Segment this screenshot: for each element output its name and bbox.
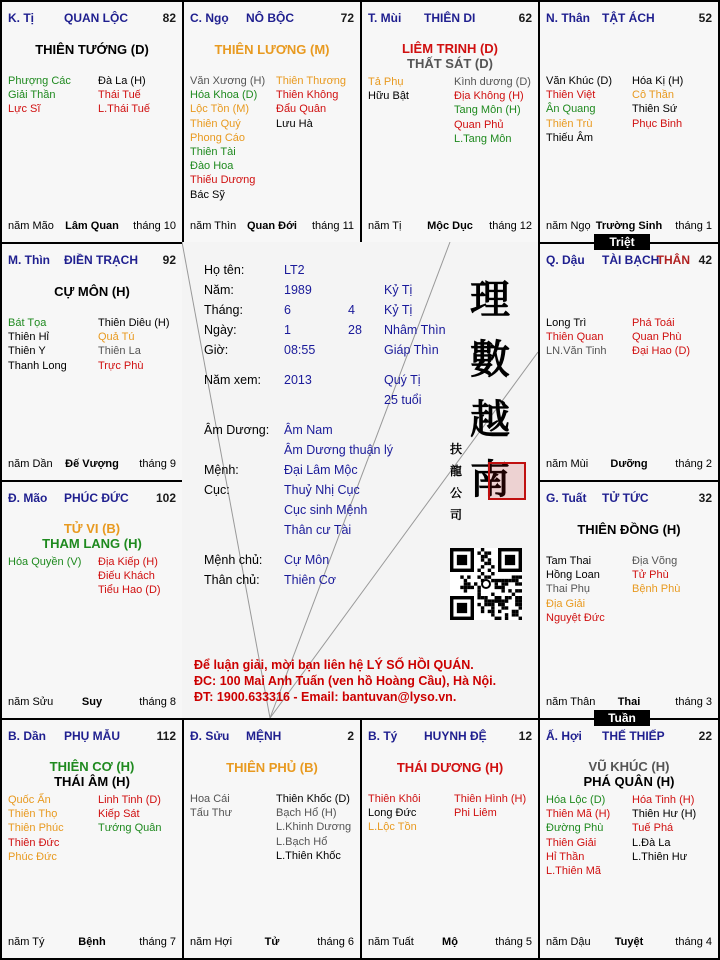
minor-stars-left <box>546 554 605 625</box>
minor-star: Bác Sỹ <box>190 188 225 201</box>
palace-branch: C. Ngọ <box>190 11 229 25</box>
palace-name: NÔ BỘC <box>246 11 294 25</box>
hour-label: Giờ: <box>204 343 229 357</box>
palace-stage: Trường Sinh <box>595 220 663 232</box>
minor-star: Thiên Thương <box>276 75 347 87</box>
than-chu-value: Thiên Cơ <box>284 573 336 587</box>
minor-star: Thiên Diêu (H) <box>98 317 170 329</box>
triet-marker: Triệt <box>594 234 650 250</box>
palace-branch: M. Thìn <box>8 253 50 267</box>
palace-branch: N. Thân <box>546 11 590 25</box>
palace-header <box>8 491 176 507</box>
palace-month: tháng 4 <box>675 936 712 948</box>
minor-star: Phục Binh <box>632 117 683 130</box>
palace-name: MỆNH <box>246 729 282 743</box>
menh-label: Mệnh: <box>204 463 239 477</box>
minor-star: Kình dương (D) <box>454 76 531 88</box>
hour-canchi: Giáp Thìn <box>384 343 439 357</box>
palace-month: tháng 7 <box>139 936 176 948</box>
palace-branch: T. Mùi <box>368 11 402 25</box>
contact-line-1: Để luận giải, mời bạn liên hệ LÝ SỐ HỒI QUÁN. <box>194 658 474 672</box>
palace-month: tháng 6 <box>317 936 354 948</box>
minor-stars-right <box>98 316 170 373</box>
palace-tuat <box>538 480 720 720</box>
palace-footer <box>546 458 712 472</box>
minor-stars-left <box>190 74 265 202</box>
palace-stage: Mộc Dục <box>427 220 473 232</box>
minor-star: L.Thiên Mã <box>546 864 602 877</box>
minor-star: Ân Quang <box>546 103 596 116</box>
major-star: THIÊN ĐỒNG (H) <box>577 522 681 537</box>
contact-line-3: ĐT: 1900.633316 - Email: bantuvan@lyso.vn. <box>194 690 457 704</box>
view-year-label: Năm xem: <box>204 373 261 387</box>
major-star: THAM LANG (H) <box>42 536 142 551</box>
palace-year: năm Thân <box>546 696 596 708</box>
palace-stage: Mộ <box>442 936 458 948</box>
minor-star: Địa Giải <box>546 597 586 610</box>
palace-thin <box>0 242 184 482</box>
minor-star: Tam Thai <box>546 555 592 567</box>
minor-star: Thiên Không <box>276 89 339 102</box>
month-lunar: 4 <box>348 303 355 317</box>
minor-star: L.Thiên Hư <box>632 850 688 863</box>
palace-year: năm Dần <box>8 458 53 470</box>
logo-char-4: 南 <box>470 456 510 503</box>
palace-month: tháng 12 <box>489 220 532 232</box>
minor-stars-right <box>98 74 150 117</box>
menh-chu-label: Mệnh chủ: <box>204 553 263 567</box>
major-star: LIÊM TRINH (D) <box>401 41 499 56</box>
palace-ty <box>0 0 184 244</box>
palace-stage: Thai <box>617 696 641 708</box>
minor-stars-left <box>368 75 409 103</box>
minor-stars-right <box>454 792 526 820</box>
minor-star: Thiên Việt <box>546 89 596 102</box>
palace-header <box>8 729 176 745</box>
palace-number: 52 <box>698 11 712 25</box>
minor-star: Đà La (H) <box>98 75 146 87</box>
seal-side-text: 扶 龍 公 司 <box>450 442 463 522</box>
palace-branch: Đ. Sửu <box>190 729 230 743</box>
minor-star: Thiên Quý <box>190 117 241 130</box>
minor-star: Tướng Quân <box>98 822 162 835</box>
minor-stars-right <box>632 793 696 864</box>
palace-number: 32 <box>698 491 712 505</box>
palace-stage: Tử <box>264 936 280 948</box>
major-star: THẤT SÁT (D) <box>407 56 493 71</box>
palace-number: 82 <box>162 11 176 25</box>
minor-star: Long Trì <box>546 317 587 329</box>
minor-star: Thái Tuế <box>98 89 141 102</box>
major-star: THIÊN CƠ (H) <box>49 759 135 774</box>
minor-star: Lộc Tồn (M) <box>190 103 250 116</box>
minor-star: Điếu Khách <box>98 570 155 583</box>
palace-name: TẬT ÁCH <box>602 11 655 25</box>
minor-stars-right <box>276 792 351 863</box>
minor-star: Văn Khúc (D) <box>546 75 613 87</box>
major-star: PHÁ QUÂN (H) <box>583 774 675 789</box>
minor-star: Tấu Thư <box>190 807 233 820</box>
palace-number: 22 <box>698 729 712 743</box>
minor-star: Kiếp Sát <box>98 808 140 821</box>
palace-year: năm Hợi <box>190 936 233 948</box>
palace-stage: Tuyệt <box>614 936 644 948</box>
palace-footer <box>368 936 532 950</box>
logo-char-2: 數 <box>470 336 510 383</box>
minor-star: L.Bạch Hổ <box>276 835 328 848</box>
name-label: Họ tên: <box>204 263 245 277</box>
palace-footer <box>546 936 712 950</box>
minor-star: Bát Tọa <box>8 317 47 329</box>
minor-star: Tuế Phá <box>632 822 674 835</box>
day-label: Ngày: <box>204 323 237 337</box>
major-star: TỬ VI (B) <box>63 521 121 536</box>
palace-number: 2 <box>347 729 354 743</box>
age: 25 tuổi <box>384 393 422 407</box>
palace-name: ĐIỀN TRẠCH <box>64 253 138 267</box>
palace-hoi <box>538 718 720 960</box>
palace-year: năm Tý <box>8 936 45 948</box>
minor-stars-right <box>632 316 690 359</box>
amduong-note: Âm Dương thuận lý <box>284 443 393 457</box>
palace-footer <box>8 220 176 234</box>
palace-year: năm Mùi <box>546 458 589 470</box>
palace-month: tháng 10 <box>133 220 176 232</box>
menh-chu-value: Cự Môn <box>284 553 330 567</box>
palace-month: tháng 11 <box>311 220 354 232</box>
amduong-label: Âm Dương: <box>204 423 270 437</box>
minor-star: Thai Phụ <box>546 583 591 596</box>
palace-stage: Dưỡng <box>610 458 648 470</box>
minor-star: Hữu Bật <box>368 90 409 103</box>
minor-star: Thiên Hỉ <box>8 331 49 344</box>
minor-star: Linh Tinh (D) <box>98 794 161 806</box>
palace-branch: B. Dần <box>8 729 47 743</box>
palace-number: 112 <box>156 729 176 743</box>
minor-star: L.Tang Môn <box>454 132 512 145</box>
palace-header <box>8 253 176 269</box>
palace-branch: K. Tị <box>8 11 34 25</box>
year-canchi: Kỷ Tị <box>384 283 413 297</box>
day-canchi: Nhâm Thìn <box>384 323 446 337</box>
palace-ngo <box>182 0 362 244</box>
minor-stars-left <box>8 793 64 864</box>
minor-star: Thiên Hư (H) <box>632 808 697 821</box>
minor-star: L.Lộc Tồn <box>368 821 417 834</box>
minor-star: Long Đức <box>368 807 417 820</box>
month-canchi: Kỷ Tị <box>384 303 413 317</box>
minor-star: Hóa Quyền (V) <box>8 556 82 568</box>
palace-footer <box>546 220 712 234</box>
minor-star: Địa Không (H) <box>454 90 524 103</box>
minor-stars-right <box>98 555 161 598</box>
palace-month: tháng 1 <box>675 220 712 232</box>
palace-name: PHÚC ĐỨC <box>64 491 129 505</box>
palace-mui <box>360 0 540 244</box>
minor-star: Thiên Mã (H) <box>546 808 611 821</box>
major-star: VŨ KHÚC (H) <box>588 759 670 774</box>
minor-star: Thiếu Âm <box>546 131 594 144</box>
palace-header <box>546 11 712 27</box>
minor-star: Thiên Khôi <box>368 793 421 805</box>
palace-footer <box>546 696 712 710</box>
amduong-value: Âm Nam <box>284 423 333 437</box>
minor-star: Địa Kiếp (H) <box>98 556 158 568</box>
palace-year: năm Ngọ <box>546 220 591 232</box>
palace-year: năm Tị <box>368 220 402 232</box>
minor-star: Quốc Ấn <box>8 794 51 806</box>
cuc-note-1: Cục sinh Mệnh <box>284 503 368 517</box>
minor-star: Thiên Thọ <box>8 808 58 821</box>
palace-month: tháng 2 <box>675 458 712 470</box>
minor-star: Hồng Loan <box>546 569 600 582</box>
major-star: THÁI DƯƠNG (H) <box>396 760 504 775</box>
logo-char-1: 理 <box>470 276 510 323</box>
cuc-value: Thuỷ Nhị Cục <box>284 483 360 497</box>
palace-stage: Quan Đới <box>247 220 297 232</box>
minor-star: Đào Hoa <box>190 160 234 173</box>
minor-star: Thiên Phúc <box>8 822 64 835</box>
palace-footer <box>368 220 532 234</box>
minor-stars-right <box>632 74 683 131</box>
palace-stage: Lâm Quan <box>65 220 119 232</box>
cuc-note-2: Thân cư Tài <box>284 523 352 537</box>
palace-number: 92 <box>162 253 176 267</box>
minor-star: Hóa Kị (H) <box>632 75 684 87</box>
palace-ty2 <box>360 718 540 960</box>
palace-number: 62 <box>518 11 532 25</box>
palace-suu <box>182 718 362 960</box>
palace-footer <box>8 458 176 472</box>
palace-stage: Suy <box>81 696 103 708</box>
minor-star: L.Khinh Dương <box>276 821 352 834</box>
minor-star: Lực Sĩ <box>8 103 41 116</box>
minor-star: Hóa Tinh (H) <box>632 794 695 806</box>
minor-stars-left <box>368 792 421 835</box>
palace-month: tháng 8 <box>139 696 176 708</box>
minor-star: Giải Thần <box>8 89 56 102</box>
palace-name: TỬ TỨC <box>602 491 649 505</box>
palace-header <box>546 491 712 507</box>
minor-star: Phượng Các <box>8 75 71 87</box>
palace-footer <box>190 936 354 950</box>
name-value: LT2 <box>284 263 305 277</box>
year-value: 1989 <box>284 283 312 297</box>
major-star: THÁI ÂM (H) <box>54 774 130 789</box>
palace-year: năm Tuất <box>368 936 414 948</box>
major-star: THIÊN PHỦ (B) <box>226 760 318 775</box>
minor-star: Thiếu Dương <box>190 174 256 187</box>
palace-number: 72 <box>340 11 354 25</box>
minor-stars-left <box>190 792 232 820</box>
palace-number: 42 <box>698 253 712 267</box>
year-label: Năm: <box>204 283 234 297</box>
minor-stars-left <box>8 316 67 373</box>
palace-name: THIÊN DI <box>424 11 476 25</box>
minor-star: Tang Môn (H) <box>454 104 521 117</box>
palace-dau <box>538 242 720 482</box>
palace-header <box>190 729 354 745</box>
minor-star: Phá Toái <box>632 317 675 329</box>
minor-star: L.Thiên Khốc <box>276 849 341 862</box>
palace-branch: G. Tuất <box>546 491 587 505</box>
palace-header <box>368 729 532 745</box>
minor-star: Bệnh Phù <box>632 583 681 596</box>
view-year-value: 2013 <box>284 373 312 387</box>
minor-star: Quả Tú <box>98 331 135 344</box>
center-info-panel <box>182 242 538 718</box>
minor-star: Phi Liêm <box>454 807 497 820</box>
minor-star: Thiên Trù <box>546 117 593 130</box>
palace-month: tháng 5 <box>495 936 532 948</box>
palace-number: 12 <box>518 729 532 743</box>
minor-star: Tử Phù <box>632 569 669 582</box>
qr-code-icon <box>450 548 522 620</box>
minor-star: Phong Cáo <box>190 131 246 144</box>
palace-dan <box>0 718 184 960</box>
minor-stars-right <box>454 75 531 146</box>
minor-star: Thiên Khốc (D) <box>276 793 350 805</box>
minor-star: Thiên Quan <box>546 331 604 344</box>
palace-month: tháng 3 <box>675 696 712 708</box>
minor-stars-left <box>8 555 81 569</box>
palace-header <box>546 253 712 269</box>
palace-number: 102 <box>155 491 176 505</box>
palace-year: năm Dậu <box>546 936 591 948</box>
minor-star: Cô Thần <box>632 89 674 102</box>
menh-value: Đại Lâm Mộc <box>284 463 358 477</box>
month-value: 6 <box>284 303 291 317</box>
minor-star: Bạch Hổ (H) <box>276 807 337 820</box>
palace-name: HUYNH ĐỆ <box>424 729 487 743</box>
logo-char-3: 越 <box>470 396 510 443</box>
minor-star: Thiên Sứ <box>632 103 678 116</box>
minor-star: Thiên Tài <box>190 145 236 158</box>
minor-star: Thanh Long <box>8 359 67 372</box>
minor-star: Thiên Giải <box>546 836 597 849</box>
palace-name: TÀI BẠCH <box>602 253 660 267</box>
palace-name: PHỤ MẪU <box>64 729 120 743</box>
palace-footer <box>8 696 176 710</box>
minor-star: Thiên Đức <box>8 836 60 849</box>
major-star: THIÊN TƯỚNG (D) <box>35 42 149 57</box>
palace-month: tháng 9 <box>139 458 176 470</box>
minor-stars-right <box>98 793 162 836</box>
palace-stage: Bệnh <box>78 936 106 948</box>
minor-star: Thiên La <box>98 345 141 358</box>
minor-stars-right <box>276 74 346 131</box>
palace-header <box>190 11 354 27</box>
minor-stars-left <box>546 793 610 878</box>
red-seal-stamp <box>488 462 526 500</box>
palace-branch: Đ. Mão <box>8 491 48 505</box>
minor-star: Văn Xương (H) <box>190 75 266 87</box>
palace-header <box>368 11 532 27</box>
than-chu-label: Thân chủ: <box>204 573 260 587</box>
minor-stars-right <box>632 554 680 597</box>
than-marker: THÂN <box>656 253 690 267</box>
palace-name: QUAN LỘC <box>64 11 128 25</box>
month-label: Tháng: <box>204 303 243 317</box>
minor-star: Thiên Y <box>8 345 46 358</box>
major-star: THIÊN LƯƠNG (M) <box>214 42 330 57</box>
minor-stars-left <box>8 74 71 117</box>
minor-star: Hoa Cái <box>190 793 230 805</box>
view-year-canchi: Quý Tị <box>384 373 421 387</box>
minor-star: Tả Phụ <box>368 76 404 88</box>
palace-year: năm Thìn <box>190 220 237 232</box>
minor-star: Đại Hao (D) <box>632 345 691 358</box>
hour-value: 08:55 <box>284 343 316 357</box>
palace-year: năm Sửu <box>8 696 54 708</box>
minor-star: LN.Văn Tinh <box>546 345 607 358</box>
palace-name: THẾ THIẾP <box>602 729 665 743</box>
minor-stars-left <box>546 316 607 359</box>
minor-star: Lưu Hà <box>276 117 313 130</box>
palace-branch: Ấ. Hợi <box>546 729 582 743</box>
palace-branch: Q. Dậu <box>546 253 585 267</box>
minor-star: Hóa Khoa (D) <box>190 89 258 102</box>
minor-stars-left <box>546 74 612 145</box>
palace-mao <box>0 480 184 720</box>
minor-star: Đẩu Quân <box>276 103 327 116</box>
palace-branch: B. Tý <box>368 729 398 743</box>
minor-star: L.Đà La <box>632 836 671 849</box>
day-value: 1 <box>284 323 291 337</box>
minor-star: Đường Phù <box>546 822 604 835</box>
contact-line-2: ĐC: 100 Mai Anh Tuấn (ven hồ Hoàng Cầu), Hà Nội. <box>194 674 497 688</box>
cuc-label: Cục: <box>204 483 230 497</box>
day-lunar: 28 <box>348 323 362 337</box>
minor-star: Phúc Đức <box>8 850 57 863</box>
palace-year: năm Mão <box>8 220 54 232</box>
minor-star: Thiên Hình (H) <box>454 793 527 805</box>
minor-star: Hỉ Thần <box>546 850 585 863</box>
tuan-marker: Tuần <box>594 710 650 726</box>
palace-header <box>8 11 176 27</box>
minor-star: Nguyệt Đức <box>546 611 605 624</box>
minor-star: Quan Phù <box>632 331 682 344</box>
palace-header <box>546 729 712 745</box>
minor-star: Hóa Lộc (D) <box>546 794 606 806</box>
palace-stage: Đế Vượng <box>65 458 119 470</box>
minor-star: Địa Võng <box>632 555 678 567</box>
palace-footer <box>8 936 176 950</box>
minor-star: Quan Phủ <box>454 118 504 131</box>
palace-than <box>538 0 720 244</box>
palace-footer <box>190 220 354 234</box>
major-star: CỰ MÔN (H) <box>54 284 130 299</box>
minor-star: L.Thái Tuế <box>98 103 150 116</box>
minor-star: Trực Phù <box>98 359 144 372</box>
minor-star: Tiểu Hao (D) <box>98 584 161 597</box>
